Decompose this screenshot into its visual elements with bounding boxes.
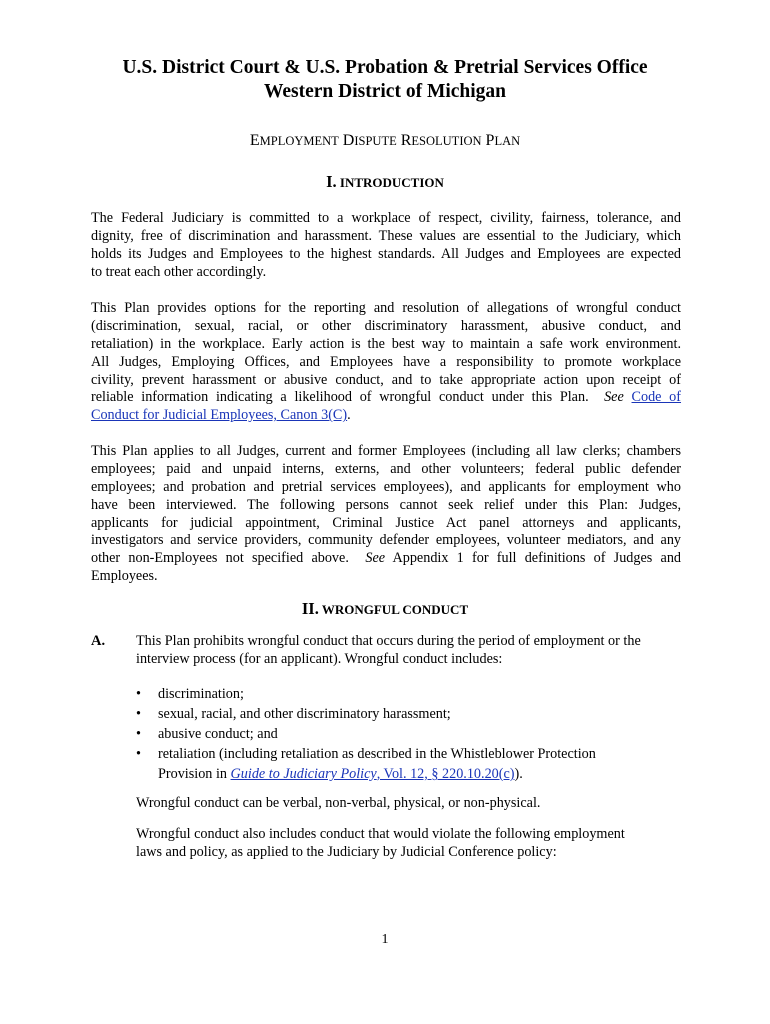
header-line-2: Western District of Michigan	[263, 81, 507, 102]
document-title: EMPLOYMENT DISPUTE RESOLUTION PLAN	[249, 132, 521, 149]
header-line-1: U.S. District Court & U.S. Probation & Pretrial Services Office	[122, 57, 648, 78]
section-heading-introduction	[0, 172, 770, 193]
page-number: 1	[381, 932, 389, 947]
bullet-icon: •	[136, 706, 141, 722]
bullet-icon: •	[136, 746, 141, 762]
list-item: • discrimination;	[136, 686, 244, 702]
code-of-conduct-link[interactable]: Code of	[631, 389, 682, 406]
intro-paragraph-3: This Plan applies to all Judges, current and former Employees (including all law clerks; chambers employees; paid and unpaid interns, externs, and other volunteers; federal public defender employees; and probation and pretrial services employees), and applicants for employment who have been interviewed. The following persons cannot seek relief under this Plan: Judges, applicants for judicial appointment, Criminal Justice Act panel attorneys and applicants, investigators and service providers, community defender employees, volunteer mediators, and any other non-Employees not specified above. See Appendix 1 for full definitions of Judges and Employees.	[91, 443, 682, 585]
section-title: WRONGFUL CONDUCT	[321, 602, 469, 617]
bullet-icon: •	[136, 686, 141, 702]
section-number: I.	[326, 172, 337, 191]
document-header	[0, 56, 770, 104]
intro-paragraph-2: This Plan provides options for the reporting and resolution of allegations of wrongful conduct (discrimination, sexual, racial, or other discriminatory harassment, abusive conduct, and retaliation) in the workplace. Early action is the best way to maintain a safe work environment. All Judges, Employing Offices, and Employees have a responsibility to promote workplace civility, prevent harassment or abusive conduct, and to take appropriate action upon receipt of reliable information indicating a likelihood of wrongful conduct under this Plan. See Code of Conduct for Judicial Employees, Canon 3(C).	[91, 300, 682, 424]
subsection-label-a: A.	[91, 633, 106, 649]
wrongful-conduct-list	[136, 684, 596, 784]
code-of-conduct-link-cont[interactable]: Conduct for Judicial Employees, Canon 3(C)	[91, 407, 348, 424]
employment-laws-paragraph: Wrongful conduct also includes conduct that would violate the following employment laws and policy, as applied to the Judiciary by Judicial Conference policy:	[136, 826, 625, 860]
section-number: II.	[301, 599, 319, 618]
intro-paragraph-1: The Federal Judiciary is committed to a workplace of respect, civility, fairness, tolerance, and dignity, free of discrimination and harassment. These values are essential to the Judiciary, which holds its Judges and Employees to the highest standards. All Judges and Employees are expected to treat each other accordingly.	[91, 210, 681, 280]
list-item: • sexual, racial, and other discriminatory harassment;	[136, 706, 451, 722]
list-item: • retaliation (including retaliation as described in the Whistleblower Protection Provision in Guide to Judiciary Policy, Vol. 12, § 220.10.20(c)).	[136, 746, 596, 782]
guide-to-judiciary-policy-link[interactable]: Guide to Judiciary Policy, Vol. 12, § 220.10.20(c)	[230, 766, 515, 782]
wrongful-conduct-forms-paragraph: Wrongful conduct can be verbal, non-verbal, physical, or non-physical.	[136, 795, 541, 811]
section-heading-wrongful-conduct	[0, 599, 770, 620]
section-title: INTRODUCTION	[339, 175, 444, 190]
subsection-a-text: This Plan prohibits wrongful conduct that occurs during the period of employment or the interview process (for an applicant). Wrongful conduct includes:	[136, 633, 641, 667]
list-item: • abusive conduct; and	[136, 726, 278, 742]
bullet-icon: •	[136, 726, 141, 742]
